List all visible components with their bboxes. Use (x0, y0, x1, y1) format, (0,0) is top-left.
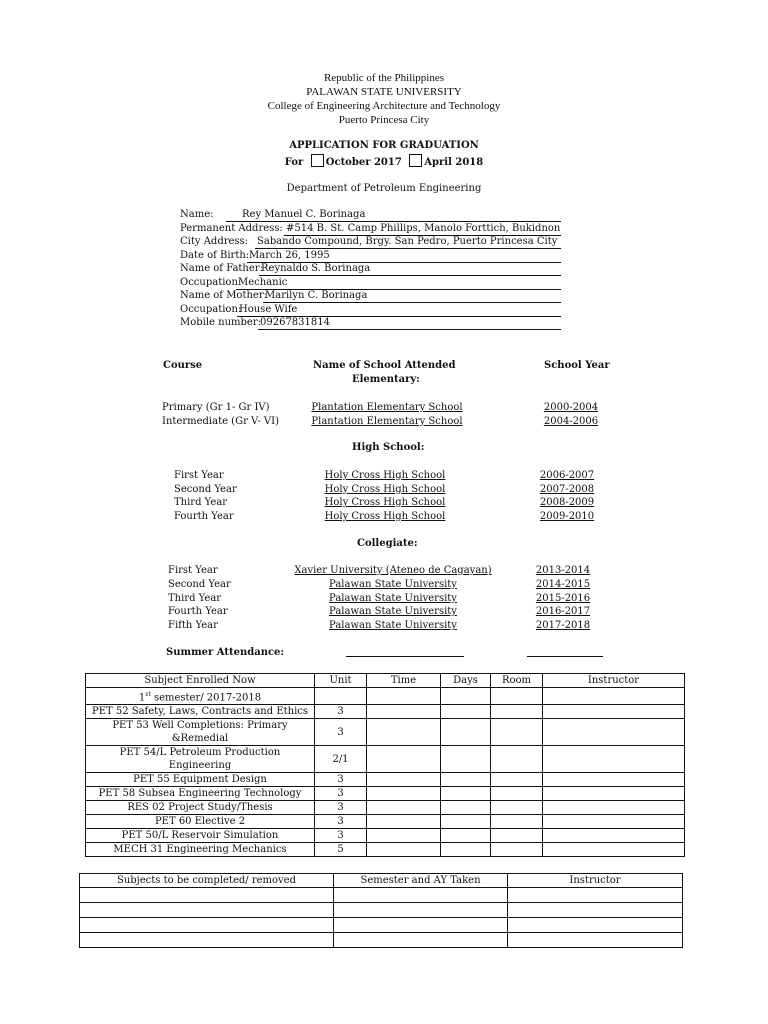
blank-cell[interactable] (367, 843, 441, 857)
field-label: Mobile number: (180, 317, 261, 328)
blank-cell[interactable] (367, 801, 441, 815)
field-label: Name of Mother: (180, 290, 267, 301)
field-value[interactable]: Marilyn C. Borinaga (265, 290, 368, 301)
school-name: Xavier University (Ateneo de Cagayan) (294, 565, 492, 576)
table-header-row (80, 874, 683, 888)
blank-cell[interactable] (367, 787, 441, 801)
blank-cell[interactable] (543, 787, 685, 801)
semester-row (86, 688, 685, 705)
unit-cell: 3 (315, 829, 367, 843)
april-option: April 2018 (424, 157, 484, 168)
school-name: Palawan State University (329, 578, 457, 590)
school-year: 2015-2016 (535, 592, 591, 604)
collegiate-heading: Collegiate: (357, 538, 418, 549)
education-level: Third Year (168, 592, 222, 604)
blank-cell[interactable] (491, 801, 543, 815)
header-cell: Days (441, 674, 491, 688)
subject-cell: PET 60 Elective 2 (86, 815, 315, 829)
table-row (80, 888, 683, 903)
semester-label (86, 688, 315, 705)
school-year: 2009-2010 (539, 510, 595, 522)
blank-cell[interactable] (543, 801, 685, 815)
blank-cell[interactable] (367, 688, 441, 705)
blank-cell[interactable] (441, 829, 491, 843)
blank-cell[interactable] (367, 815, 441, 829)
school-name: Palawan State University (329, 620, 457, 632)
header-cell: Time (367, 674, 441, 688)
school-year: 2017-2018 (535, 620, 591, 632)
school-name: Holy Cross High School (324, 483, 446, 495)
blank-cell[interactable] (491, 688, 543, 705)
education-level: Fourth Year (174, 510, 234, 522)
field-value[interactable]: Sabando Compound, Brgy. San Pedro, Puerto Princesa City (257, 236, 558, 247)
blank-cell[interactable] (315, 688, 367, 705)
table-row (86, 843, 685, 857)
education-level: Fourth Year (168, 606, 228, 618)
education-level: First Year (168, 565, 218, 576)
school-name: Holy Cross High School (324, 497, 446, 509)
blank-cell[interactable] (491, 843, 543, 857)
blank-cell[interactable] (441, 787, 491, 801)
blank-cell[interactable] (508, 918, 683, 933)
blank-cell[interactable] (441, 719, 491, 746)
blank-cell[interactable] (491, 829, 543, 843)
table-row (86, 801, 685, 815)
elementary-heading: Elementary: (352, 374, 420, 385)
blank-cell[interactable] (543, 719, 685, 746)
subjects-removal-table (79, 873, 683, 948)
table-row (80, 918, 683, 933)
school-header: Name of School Attended (313, 360, 456, 371)
blank-cell[interactable] (441, 688, 491, 705)
blank-cell[interactable] (508, 903, 683, 918)
header-cell: Instructor (543, 674, 685, 688)
department-line: Department of Petroleum Engineering (286, 183, 482, 194)
table-row (86, 815, 685, 829)
blank-cell[interactable] (543, 705, 685, 719)
blank-cell[interactable] (491, 787, 543, 801)
for-label: For (284, 157, 304, 168)
field-label: Occupation: (180, 303, 242, 315)
header-cell: Instructor (508, 874, 683, 888)
semester-term: semester/ 2017-2018 (150, 692, 262, 704)
unit-cell: 3 (315, 801, 367, 815)
subject-cell: PET 52 Safety, Laws, Contracts and Ethics (86, 705, 315, 719)
school-year: 2013-2014 (535, 565, 591, 576)
unit-cell: 3 (315, 705, 367, 719)
subject-cell: PET 53 Well Completions: Primary &Remedial (86, 719, 315, 746)
blank-cell[interactable] (543, 843, 685, 857)
university-name: PALAWAN STATE UNIVERSITY (306, 86, 462, 98)
school-name: Plantation Elementary School (311, 415, 463, 427)
school-year: 2006-2007 (539, 470, 595, 481)
table-row (86, 829, 685, 843)
summer-year-line[interactable] (527, 656, 603, 657)
blank-cell[interactable] (491, 746, 543, 773)
semester-number: 1 (138, 692, 146, 704)
blank-cell[interactable] (543, 773, 685, 787)
blank-cell[interactable] (334, 888, 508, 903)
blank-cell[interactable] (441, 815, 491, 829)
blank-cell[interactable] (508, 933, 683, 948)
header-cell: Subject Enrolled Now (86, 674, 315, 688)
table-row (86, 787, 685, 801)
unit-cell: 3 (315, 815, 367, 829)
school-year: 2000-2004 (543, 402, 599, 413)
field-underline (259, 275, 561, 276)
field-underline (258, 329, 561, 330)
school-year: 2007-2008 (539, 483, 595, 495)
high-school-heading: High School: (352, 442, 425, 453)
summer-school-line[interactable] (346, 656, 464, 657)
blank-cell[interactable] (441, 801, 491, 815)
subject-cell: PET 50/L Reservoir Simulation (86, 829, 315, 843)
blank-cell[interactable] (80, 888, 334, 903)
blank-cell[interactable] (491, 773, 543, 787)
field-label: Date of Birth: (180, 249, 250, 261)
field-label: Permanent Address: (180, 222, 283, 234)
semester-suffix: st (145, 691, 151, 698)
field-underline (263, 302, 561, 303)
blank-cell[interactable] (80, 903, 334, 918)
october-option: October 2017 (325, 157, 402, 168)
subject-cell: RES 02 Project Study/Thesis (86, 801, 315, 815)
course-header: Course (163, 360, 203, 371)
header-cell: Semester and AY Taken (334, 874, 508, 888)
blank-cell[interactable] (80, 933, 334, 948)
republic-line: Republic of the Philippines (323, 72, 445, 84)
education-level: Third Year (174, 497, 228, 509)
school-name: Palawan State University (329, 592, 457, 604)
blank-cell[interactable] (491, 815, 543, 829)
blank-cell[interactable] (508, 888, 683, 903)
school-year: 2004-2006 (543, 415, 599, 427)
april-checkbox[interactable] (409, 154, 422, 167)
blank-cell[interactable] (334, 903, 508, 918)
field-label: Occupation: (180, 276, 242, 288)
unit-cell: 3 (315, 773, 367, 787)
blank-cell[interactable] (367, 719, 441, 746)
field-value[interactable]: March 26, 1995 (249, 249, 330, 261)
school-year: 2008-2009 (539, 497, 595, 509)
field-value[interactable]: #514 B. St. Camp Phillips, Manolo Forttich, Bukidnon (286, 222, 561, 234)
education-level: Primary (Gr 1- Gr IV) (162, 402, 270, 413)
field-label: Name: (180, 209, 214, 220)
table-row (86, 719, 685, 746)
page-title: APPLICATION FOR GRADUATION (289, 140, 479, 151)
table-row (80, 903, 683, 918)
subject-cell: PET 54/L Petroleum Production Engineering (86, 746, 315, 773)
field-value[interactable]: House Wife (239, 303, 298, 315)
summer-label: Summer Attendance: (166, 647, 285, 658)
blank-cell[interactable] (367, 705, 441, 719)
field-value[interactable]: 09267831814 (260, 317, 330, 328)
education-level: Second Year (168, 578, 231, 590)
blank-cell[interactable] (441, 705, 491, 719)
field-value[interactable]: Mechanic (238, 276, 288, 288)
blank-cell[interactable] (367, 746, 441, 773)
school-name: Holy Cross High School (324, 470, 446, 481)
school-year: 2014-2015 (535, 578, 591, 590)
education-level: Second Year (174, 483, 237, 495)
college-name: College of Engineering Architecture and Technology (267, 100, 501, 112)
blank-cell[interactable] (491, 719, 543, 746)
blank-cell[interactable] (441, 746, 491, 773)
field-label: Name of Father: (180, 263, 263, 274)
blank-cell[interactable] (543, 688, 685, 705)
education-level: First Year (174, 470, 224, 481)
school-year: 2016-2017 (535, 606, 591, 618)
table-header-row (86, 674, 685, 688)
blank-cell[interactable] (441, 773, 491, 787)
table-row (86, 705, 685, 719)
unit-cell: 5 (315, 843, 367, 857)
blank-cell[interactable] (491, 705, 543, 719)
school-name: Palawan State University (329, 606, 457, 618)
school-name: Plantation Elementary School (311, 402, 463, 413)
header-cell: Unit (315, 674, 367, 688)
table-row (86, 746, 685, 773)
unit-cell: 2/1 (315, 746, 367, 773)
education-level: Intermediate (Gr V- VI) (162, 415, 279, 427)
field-value[interactable]: Reynaldo S. Borinaga (261, 263, 371, 274)
blank-cell[interactable] (80, 918, 334, 933)
education-level: Fifth Year (168, 620, 218, 632)
header-cell: Subjects to be completed/ removed (80, 874, 334, 888)
blank-cell[interactable] (334, 933, 508, 948)
blank-cell[interactable] (367, 829, 441, 843)
blank-cell[interactable] (543, 829, 685, 843)
field-value[interactable]: Rey Manuel C. Borinaga (242, 209, 366, 220)
table-row (80, 933, 683, 948)
subjects-enrolled-table (85, 673, 685, 857)
field-label: City Address: (180, 236, 249, 247)
school-year-header: School Year (544, 360, 610, 371)
blank-cell[interactable] (367, 773, 441, 787)
blank-cell[interactable] (441, 843, 491, 857)
subject-cell: PET 58 Subsea Engineering Technology (86, 787, 315, 801)
city-line: Puerto Princesa City (338, 114, 430, 126)
graduation-options (0, 154, 768, 168)
header-cell: Room (491, 674, 543, 688)
october-checkbox[interactable] (311, 154, 324, 167)
unit-cell: 3 (315, 787, 367, 801)
subject-cell: PET 55 Equipment Design (86, 773, 315, 787)
unit-cell: 3 (315, 719, 367, 746)
blank-cell[interactable] (334, 918, 508, 933)
school-name: Holy Cross High School (324, 510, 446, 522)
table-row (86, 773, 685, 787)
subject-cell: MECH 31 Engineering Mechanics (86, 843, 315, 857)
blank-cell[interactable] (543, 746, 685, 773)
blank-cell[interactable] (543, 815, 685, 829)
